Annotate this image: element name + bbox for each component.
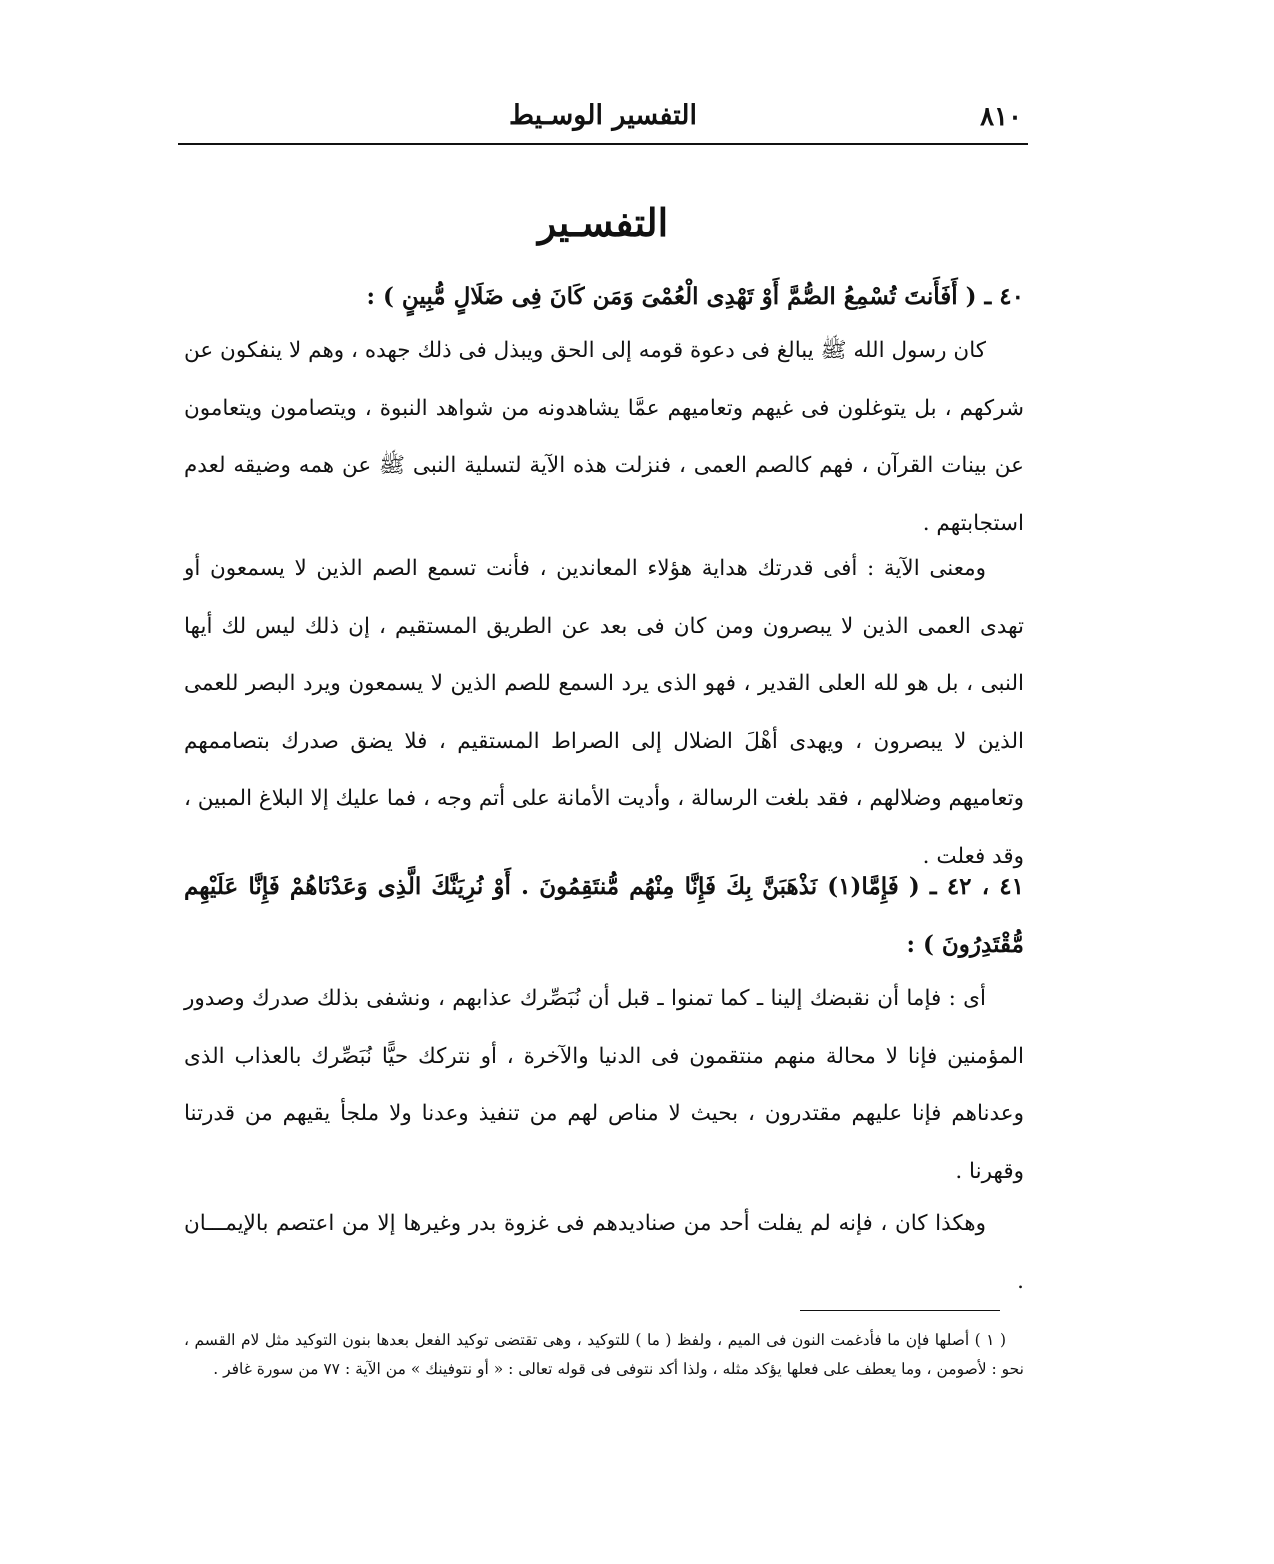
paragraph-3: أى : فإما أن نقبضك إلينا ـ كما تمنوا ـ قبل أن نُبَصِّرك عذابهم ، ونشفى بذلك صدرك وصدور المؤمنين فإنا لا محالة منهم منتقمون فى الدنيا والآخرة ، أو نتركك حيًّا نُبَصِّرك بالعذاب الذى وعدناهم فإنا عليهم مقتدرون ، بحيث لا مناص لهم من تنفيذ وعدنا ولا ملجأ يقيهم من قدرتنا وقهرنا .: [184, 986, 1024, 1184]
paragraph-4: وهكذا كان ، فإنه لم يفلت أحد من صناديدهم فى غزوة بدر وغيرها إلا من اعتصم بالإيمـــان .: [184, 1211, 1024, 1294]
footnote: ( ١ ) أصلها فإن ما فأدغمت النون فى الميم ، ولفظ ( ما ) للتوكيد ، وهى تقتضى توكيد الفعل بعدها بنون التوكيد مثل لام القسم ، نحو : لأصومن ، وما يعطف على فعلها يؤكد مثله ، ولذا أكد نتوفى فى قوله تعالى : « أو نتوفينك » من الآية : ٧٧ من سورة غافر .: [184, 1331, 1024, 1378]
paragraph-1: كان رسول الله ﷺ يبالغ فى دعوة قومه إلى الحق ويبذل فى ذلك جهده ، وهم لا ينفكون عن شركهم ، بل يتوغلون فى غيهم وتعاميهم عمَّا يشاهدونه من شواهد النبوة ، ويتصامون ويتعامون عن بينات القرآن ، فهم كالصم العمى ، فنزلت هذه الآية لتسلية النبى ﷺ عن همه وضيقه لعدم استجابتهم .: [184, 338, 1024, 536]
footnote-rule: [800, 1310, 1000, 1311]
verse-40: ٤٠ ـ ( أَفَأَنتَ تُسْمِعُ الصُّمَّ أَوْ تَهْدِى الْعُمْىَ وَمَن كَانَ فِى ضَلَالٍ مُّبِينٍ ) :: [366, 283, 1024, 310]
running-title: التفسير الوسـيط: [508, 100, 698, 131]
verse-41-42: ٤١ ، ٤٢ ـ ( فَإِمَّا(١) نَذْهَبَنَّ بِكَ فَإِنَّا مِنْهُم مُّنتَقِمُونَ . أَوْ نُرِيَنَّكَ الَّذِى وَعَدْنَاهُمْ فَإِنَّا عَلَيْهِم مُّقْتَدِرُونَ ) :: [184, 873, 1024, 958]
section-heading: التفسـير: [537, 200, 669, 245]
page-header: [178, 96, 1028, 136]
paragraph-2: ومعنى الآية : أفى قدرتك هداية هؤلاء المعاندين ، فأنت تسمع الصم الذين لا يسمعون أو تهدى العمى الذين لا يبصرون ومن كان فى بعد عن الطريق المستقيم ، إن ذلك ليس لك أيها النبى ، بل هو لله العلى القدير ، فهو الذى يرد السمع للصم الذين لا يسمعون ويرد البصر للعمى الذين لا يبصرون ، ويهدى أهْلَ الضلال إلى الصراط المستقيم ، فلا يضق صدرك بتصاممهم وتعاميهم وضلالهم ، فقد بلغت الرسالة ، وأديت الأمانة على أتم وجه ، فما عليك إلا البلاغ المبين ، وقد فعلت .: [184, 556, 1024, 869]
header-rule: [178, 143, 1028, 145]
page-number: ٨١٠: [980, 102, 1022, 132]
